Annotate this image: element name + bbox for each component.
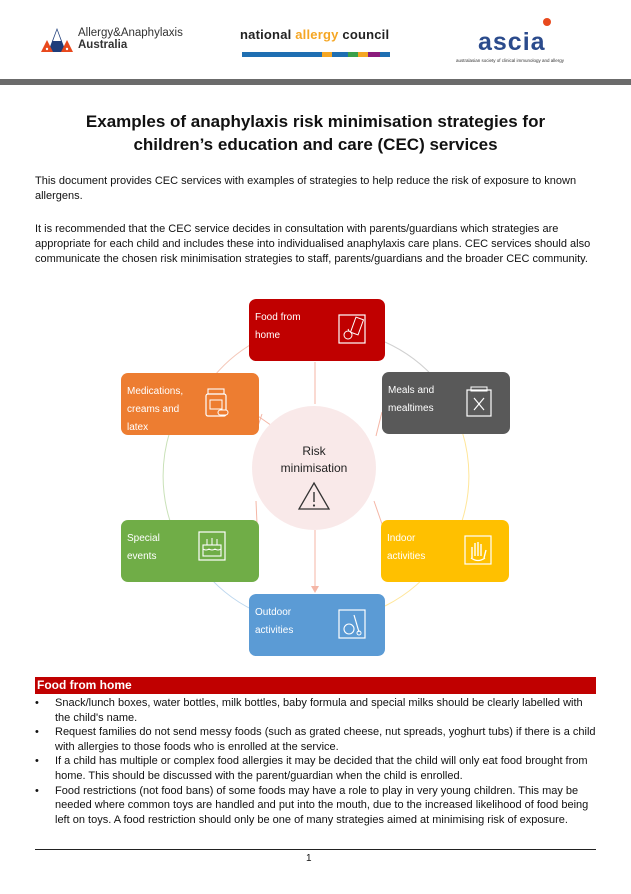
hand-paint-icon bbox=[463, 534, 493, 566]
box-special-events bbox=[121, 520, 259, 582]
box-food-line-2: home bbox=[255, 330, 281, 341]
aaa-name-line2: Australia bbox=[78, 39, 128, 51]
food-from-home-bullets bbox=[35, 696, 596, 827]
box-special-line-2: events bbox=[127, 551, 157, 562]
nac-word-allergy: allergy bbox=[295, 27, 339, 42]
risk-minimisation-center bbox=[252, 406, 376, 530]
nac-bar-segment bbox=[348, 52, 358, 57]
aaa-mountain-icon bbox=[40, 24, 74, 54]
intro-paragraph-1: This document provides CEC services with examples of strategies to help reduce the risk of exposure to known allergens. bbox=[35, 175, 577, 202]
box-special-line-1: Special bbox=[127, 533, 160, 544]
intro-paragraph-2: It is recommended that the CEC service decides in consultation with parents/guardians which strategies are appropriate for each child and includes these into individualised anaphylaxis care plans. CEC services should also communicate the chosen risk minimisation strategies to staff, parents/guardians and the broader CEC community. bbox=[35, 223, 591, 265]
box-food-from-home bbox=[249, 299, 385, 361]
center-line-2: minimisation bbox=[280, 461, 348, 475]
bullet-item: • Request families do not send messy foods (such as grated cheese, nut spreads, yoghurt tubs) if there is a child with allergies to those foods who is enrolled at the service. bbox=[35, 725, 596, 754]
footer-divider bbox=[35, 849, 596, 850]
nac-word-national: national bbox=[240, 27, 292, 42]
title-line-2: children’s education and care (CEC) services bbox=[133, 135, 498, 154]
warning-icon bbox=[297, 481, 331, 511]
nac-bar-segment bbox=[322, 52, 332, 57]
birthday-cake-icon bbox=[197, 530, 227, 562]
box-outdoor-line-2: activities bbox=[255, 625, 294, 636]
box-meds-line-2: creams and bbox=[127, 404, 180, 415]
bullet-item: • Snack/lunch boxes, water bottles, milk bottles, baby formula and special milks should be clearly labelled with the child's name. bbox=[35, 696, 596, 725]
bullet-item: • If a child has multiple or complex food allergies it may be decided that the child will only eat food brought from home. This should be discussed with the parent/guardian when the child is enrolled. bbox=[35, 754, 596, 783]
nac-bar-segment bbox=[368, 52, 380, 57]
box-indoor-line-2: activities bbox=[387, 551, 426, 562]
center-line-1: Risk bbox=[302, 444, 326, 458]
nac-bar-segment bbox=[332, 52, 348, 57]
page-title bbox=[40, 110, 591, 156]
bullet-item: • Food restrictions (not food bans) of some foods may have a role to play in very young children. This may be needed where common toys are handled and put into the mouth, due to the increased likelihood of food being left on toys. A food restriction should only be one of many strategies aimed at minimising risk of exposure. bbox=[35, 784, 596, 828]
box-meals-line-2: mealtimes bbox=[388, 403, 434, 414]
nac-color-bar bbox=[242, 52, 390, 57]
header-divider bbox=[0, 79, 631, 85]
page-header bbox=[0, 0, 631, 78]
box-outdoor-activities bbox=[249, 594, 385, 656]
risk-minimisation-diagram bbox=[0, 296, 631, 658]
allergy-anaphylaxis-australia-logo bbox=[40, 24, 183, 54]
ascia-logo: ascia bbox=[478, 28, 546, 56]
aaa-name-line1: Allergy&Anaphylaxis bbox=[78, 27, 183, 39]
box-meals-line-1: Meals and bbox=[388, 385, 435, 396]
box-meds-line-3: latex bbox=[127, 422, 149, 433]
nac-bar-segment bbox=[358, 52, 368, 57]
menu-card-icon bbox=[464, 386, 494, 418]
lunchbox-icon bbox=[337, 313, 367, 345]
national-allergy-council-logo bbox=[240, 27, 389, 42]
box-food-line-1: Food from bbox=[255, 312, 301, 323]
medicine-bottle-icon bbox=[201, 387, 231, 419]
nac-word-council: council bbox=[342, 27, 390, 42]
ascia-dot-icon bbox=[543, 18, 551, 26]
box-medications-creams-latex bbox=[121, 373, 259, 435]
nac-bar-segment bbox=[242, 52, 322, 57]
sandpit-icon bbox=[337, 608, 367, 640]
box-indoor-line-1: Indoor bbox=[387, 533, 416, 544]
title-line-1: Examples of anaphylaxis risk minimisation strategies for bbox=[85, 112, 546, 131]
box-indoor-activities bbox=[381, 520, 509, 582]
section-heading-food-from-home: Food from home bbox=[35, 677, 596, 694]
box-meals-and-mealtimes bbox=[382, 372, 510, 434]
box-outdoor-line-1: Outdoor bbox=[255, 607, 292, 618]
box-meds-line-1: Medications, bbox=[127, 386, 184, 397]
nac-bar-segment bbox=[380, 52, 390, 57]
ascia-subtitle: australasian society of clinical immunology and allergy bbox=[456, 58, 565, 63]
page-number: 1 bbox=[306, 853, 312, 864]
